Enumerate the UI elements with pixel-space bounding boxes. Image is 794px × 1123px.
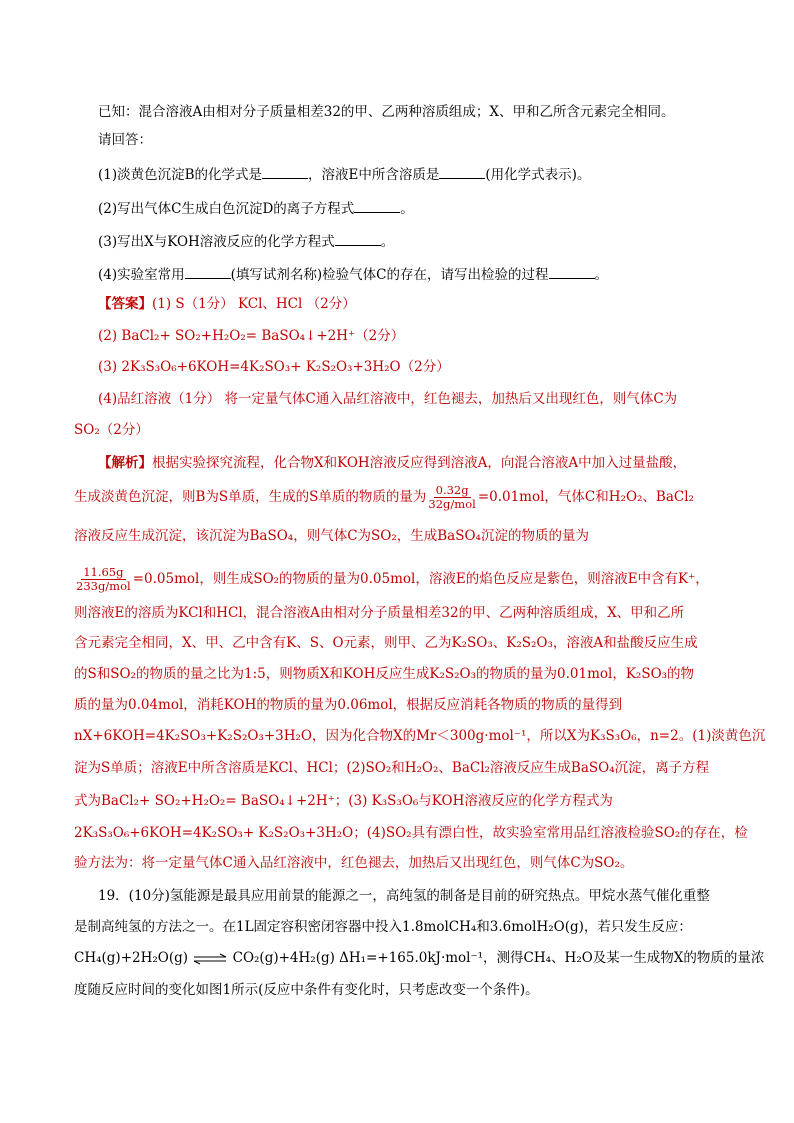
analysis-line-12: 2K₃S₃O₆+6KOH=4K₂SO₃+ K₂S₂O₃+3H₂O；(4)SO₂具有漂白性，故实验室常用品红溶液检验SO₂的存在，检 xyxy=(74,825,748,841)
answer-2: (2) BaCl₂+ SO₂+H₂O₂= BaSO₄↓+2H⁺（2分） xyxy=(98,328,405,344)
analysis-line-3: 溶液反应生成沉淀，该沉淀为BaSO₄，则气体C为SO₂，生成BaSO₄沉淀的物质的量为 xyxy=(74,528,589,544)
analysis-line-8: 质的量为0.04mol，消耗KOH的物质的量为0.06mol，根据反应消耗各物质的物质的量得到 xyxy=(74,697,623,713)
answer-1: 【答案】(1) S（1分） KCl、HCl （2分） xyxy=(98,296,356,312)
analysis-line-2: 生成淡黄色沉淀，则B为S单质，生成的S单质的物质的量为 $\frac{0.32g}{\text{32g/mol}}$ =0.01mol，气体C和H₂O₂、BaCl₂ xyxy=(74,483,694,511)
analysis-line-5: 则溶液E的溶质为KCl和HCl，混合溶液A由相对分子质量相差32的甲、乙两种溶质组成，X、甲和乙所 xyxy=(74,605,685,621)
answer-blank xyxy=(439,164,485,179)
known-condition: 已知：混合溶液A由相对分子质量相差32的甲、乙两种溶质组成；X、甲和乙所含元素完全相同。 xyxy=(98,104,675,120)
equilibrium-arrow-icon xyxy=(192,953,228,965)
question-19-line-3: CH₄(g)+2H₂O(g) CO₂(g)+4H₂(g) ΔH₁=+165.0kJ·mol⁻¹，测得CH₄、H₂O及某一生成物X的物质的量浓 xyxy=(74,950,765,966)
analysis-line-4: $\frac{11.65g}{\text{233g/mol}}$ =0.05mol，则生成SO₂的物质的量为0.05mol，溶液E的焰色反应是紫色，则溶液E中含有K⁺， xyxy=(76,565,709,593)
fraction-baso4-moles: $\frac{11.65g}{\text{233g/mol}}$ xyxy=(76,565,131,593)
question-1: (1)淡黄色沉淀B的化学式是 ，溶液E中所含溶质是 (用化学式表示)。 xyxy=(98,164,758,184)
analysis-line-6: 含元素完全相同，X、甲、乙中含有K、S、O元素，则甲、乙为K₂SO₃、K₂S₂O₃，溶液A和盐酸反应生成 xyxy=(74,635,698,651)
analysis-label: 【解析】 xyxy=(98,455,152,471)
answer-blank xyxy=(262,164,308,179)
answer-blank xyxy=(185,264,231,279)
answer-blank xyxy=(354,198,400,213)
analysis-line-7: 的S和SO₂的物质的量之比为1:5，则物质X和KOH反应生成K₂S₂O₃的物质的量为0.01mol，K₂SO₃的物 xyxy=(74,666,695,682)
answer-label: 【答案】 xyxy=(98,296,152,312)
fraction-sulfur-moles: $\frac{0.32g}{\text{32g/mol}}$ xyxy=(428,483,476,511)
answer-4: (4)品红溶液（1分） 将一定量气体C通入品红溶液中，红色褪去，加热后又出现红色，则气体C为 xyxy=(98,391,678,407)
question-19-line-4: 度随反应时间的变化如图1所示(反应中条件有变化时，只考虑改变一个条件)。 xyxy=(74,982,539,998)
question-4: (4)实验室常用 (填写试剂名称)检验气体C的存在，请写出检验的过程 。 xyxy=(98,264,758,284)
answer-blank xyxy=(335,231,381,246)
analysis-line-9: nX+6KOH=4K₂SO₃+K₂S₂O₃+3H₂O，因为化合物X的Mr＜300g·mol⁻¹，所以X为K₃S₃O₆，n=2。(1)淡黄色沉 xyxy=(74,728,766,744)
question-19-line-1: 19．(10分)氢能源是最具应用前景的能源之一，高纯氢的制备是目前的研究热点。甲烷水蒸气催化重整 xyxy=(98,888,710,904)
analysis-line-1: 【解析】根据实验探究流程，化合物X和KOH溶液反应得到溶液A，向混合溶液A中加入过量盐酸， xyxy=(98,455,687,471)
answer-4-continued: SO₂（2分） xyxy=(74,422,149,438)
answer-3: (3) 2K₃S₃O₆+6KOH=4K₂SO₃+ K₂S₂O₃+3H₂O（2分） xyxy=(98,359,450,375)
analysis-line-10: 淀为S单质；溶液E中所含溶质是KCl、HCl；(2)SO₂和H₂O₂、BaCl₂溶液反应生成BaSO₄沉淀，离子方程 xyxy=(74,760,710,776)
analysis-line-11: 式为BaCl₂+ SO₂+H₂O₂= BaSO₄↓+2H⁺；(3) K₃S₃O₆与KOH溶液反应的化学方程式为 xyxy=(74,793,613,809)
analysis-line-13: 验方法为：将一定量气体C通入品红溶液中，红色褪去，加热后又出现红色，则气体C为SO₂。 xyxy=(74,855,634,871)
question-2: (2)写出气体C生成白色沉淀D的离子方程式 。 xyxy=(98,198,758,218)
question-3: (3)写出X与KOH溶液反应的化学方程式 。 xyxy=(98,231,758,251)
answer-blank xyxy=(549,264,595,279)
question-19-line-2: 是制高纯氢的方法之一。在1L固定容积密闭容器中投入1.8molCH₄和3.6molH₂O(g)，若只发生反应： xyxy=(74,919,692,935)
answer-prompt: 请回答： xyxy=(98,132,152,148)
